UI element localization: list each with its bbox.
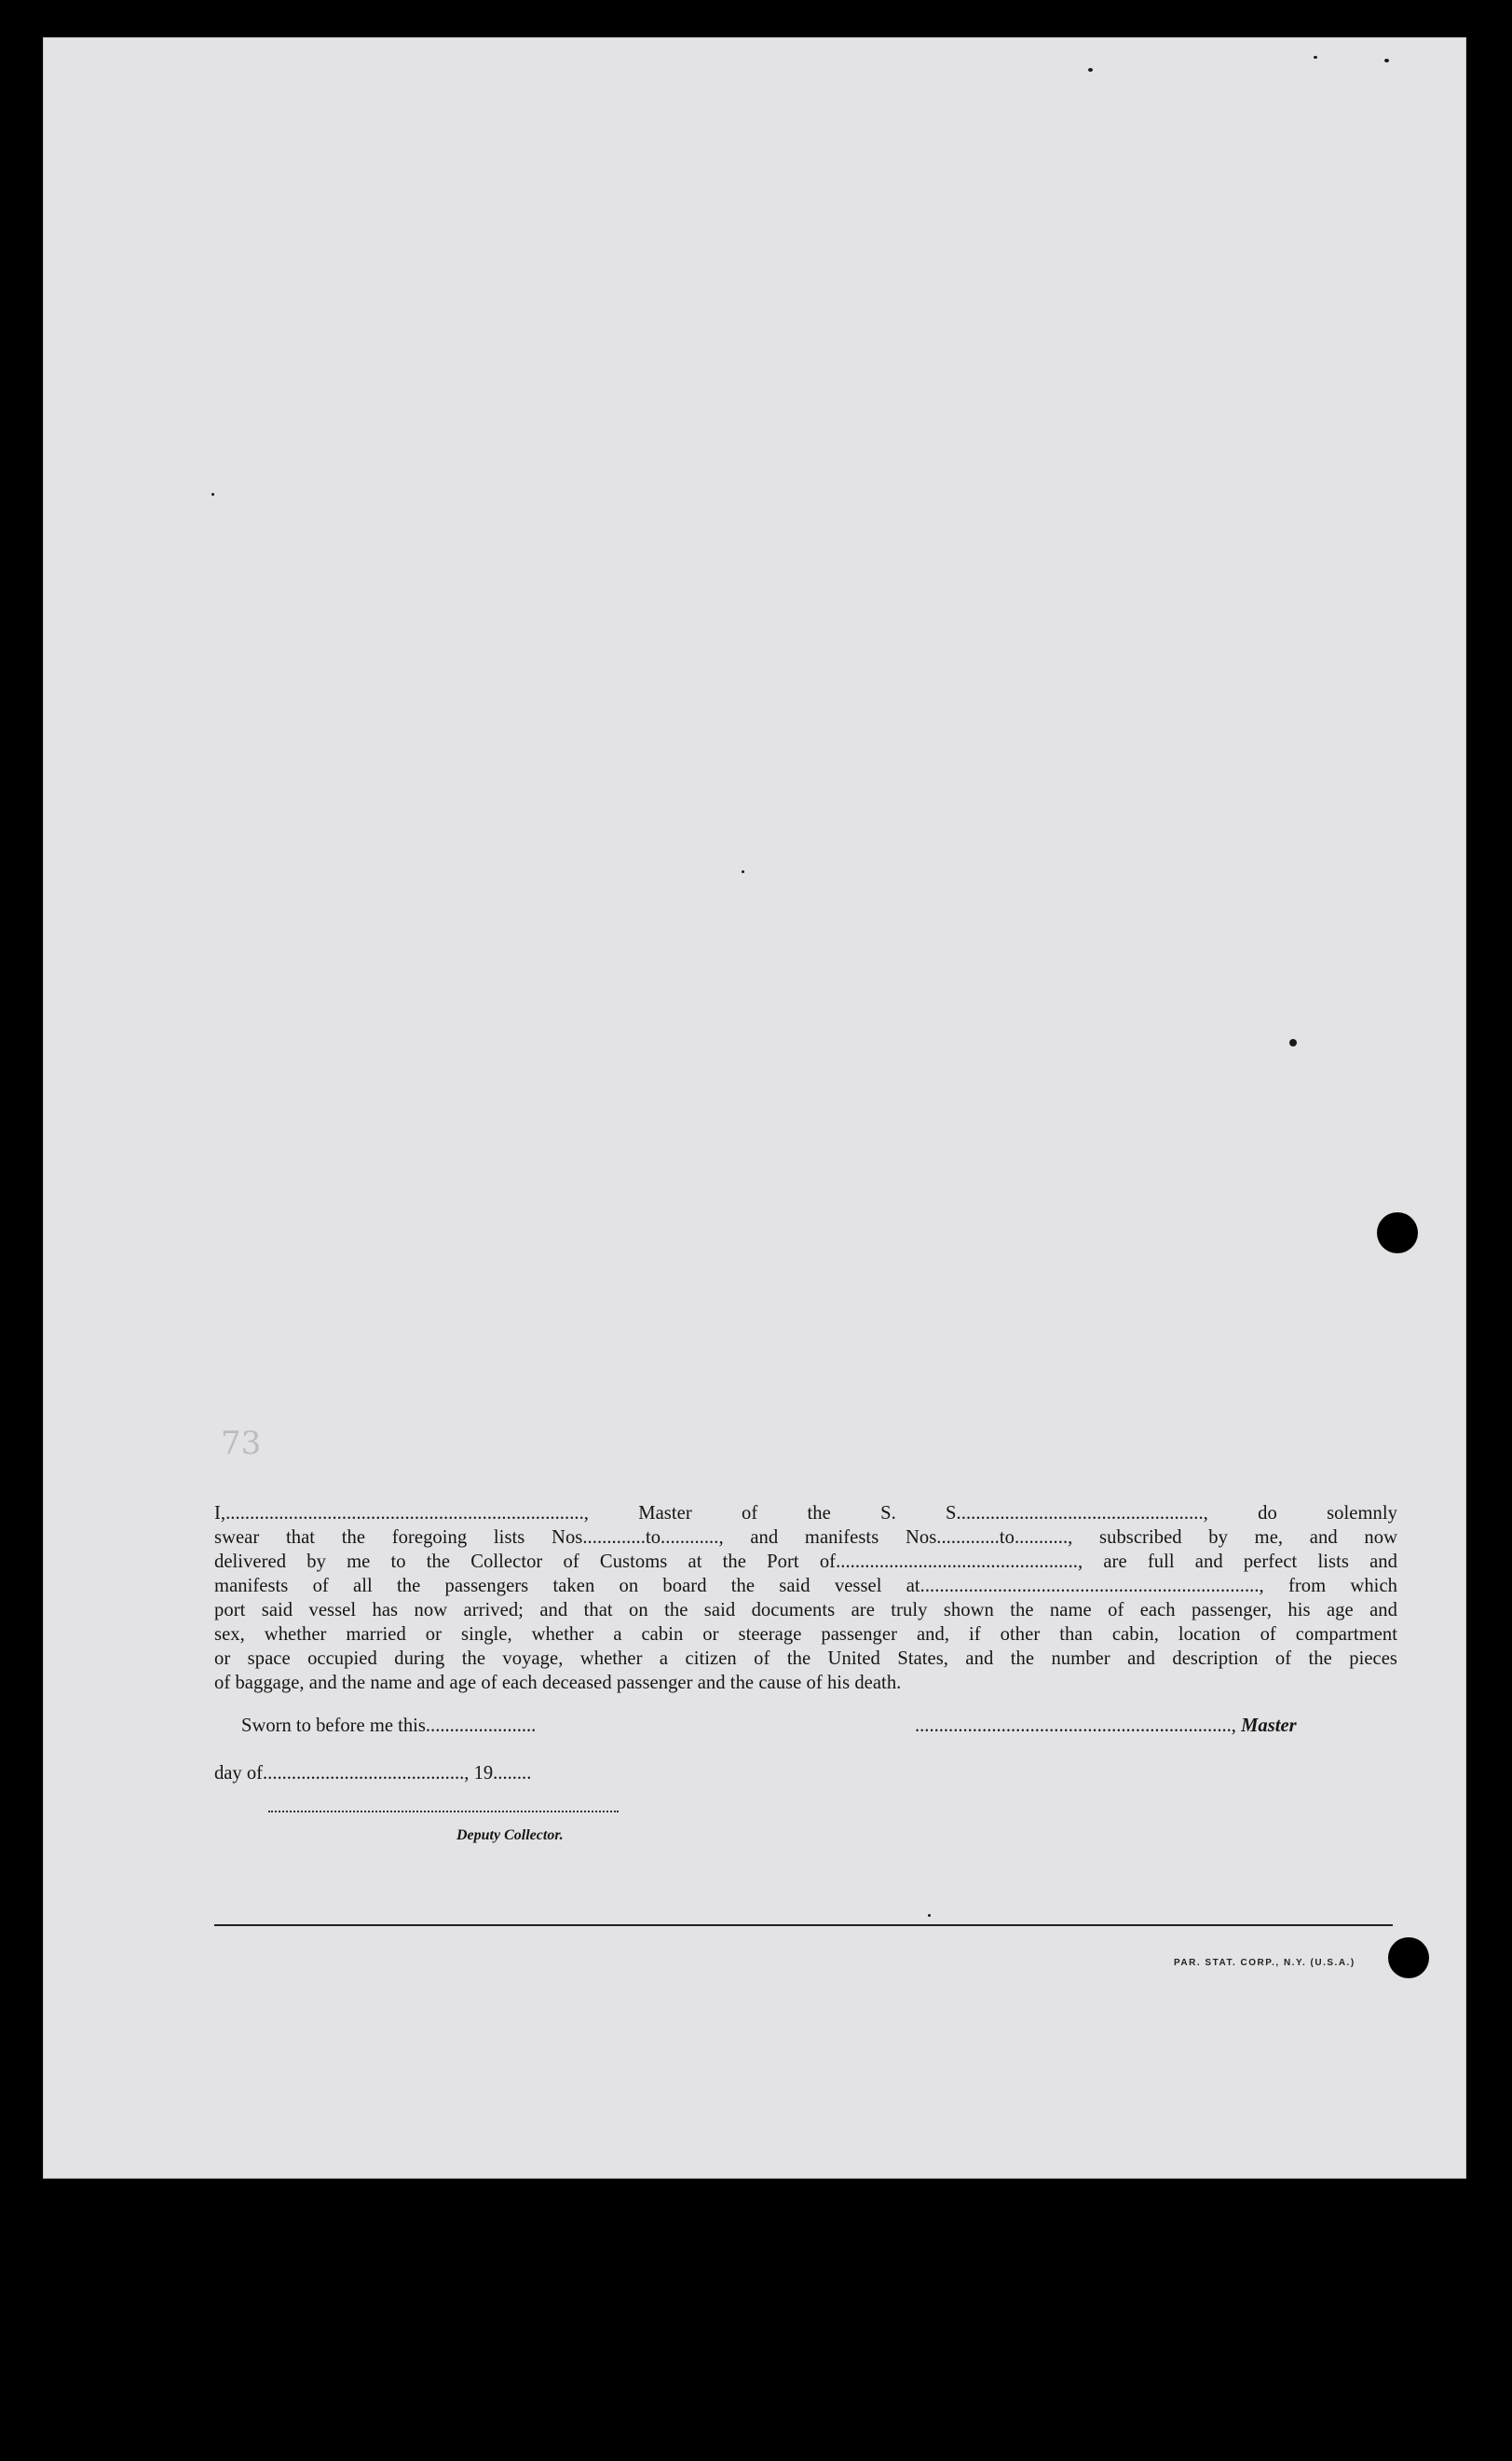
oath-line: manifests of all the passengers taken on board the said vessel at......................................................................, from which — [214, 1576, 1397, 1596]
punch-hole — [1388, 1937, 1429, 1978]
oath-line: port said vessel has now arrived; and that on the said documents are truly shown the name of each passenger, his age and — [214, 1600, 1397, 1620]
oath-line: I,.........................................................................., Master of the S. S..................................................., do solemnly — [214, 1503, 1397, 1524]
oath-line: swear that the foregoing lists Nos.............to............, and manifests Nos.............to..........., subscribed by me, and now — [214, 1527, 1397, 1548]
master-label: Master — [1241, 1716, 1297, 1736]
dust-speck — [1088, 68, 1093, 72]
master-signature-line — [915, 1716, 1297, 1737]
day-date-line: day of.........................................., 19........ — [214, 1763, 532, 1784]
dust-speck — [1314, 56, 1317, 59]
master-signature-dots: .................................................................., — [915, 1716, 1236, 1736]
punch-hole — [1377, 1212, 1418, 1253]
horizontal-rule — [214, 1924, 1393, 1926]
dust-speck — [928, 1914, 931, 1917]
dust-speck — [211, 493, 214, 496]
oath-line: of baggage, and the name and age of each deceased passenger and the cause of his death. — [214, 1673, 902, 1693]
sworn-before-line: Sworn to before me this....................... — [241, 1716, 537, 1736]
dust-speck — [1289, 1039, 1297, 1046]
dust-speck — [1384, 59, 1389, 62]
deputy-collector-label: Deputy Collector. — [456, 1827, 564, 1843]
oath-line: sex, whether married or single, whether a cabin or steerage passenger and, if other than cabin, location of compartment — [214, 1624, 1397, 1645]
oath-line: or space occupied during the voyage, whether a citizen of the United States, and the number and description of the pieces — [214, 1648, 1397, 1669]
dust-speck — [742, 870, 744, 873]
deputy-signature-line — [268, 1811, 619, 1812]
oath-paragraph — [214, 1501, 1397, 1695]
oath-line: delivered by me to the Collector of Customs at the Port of.................................................., are full and perfect lists and — [214, 1552, 1397, 1572]
faint-page-mark: 73 — [221, 1425, 262, 1462]
printer-imprint: PAR. STAT. CORP., N.Y. (U.S.A.) — [1174, 1958, 1355, 1968]
paper-sheet — [43, 37, 1466, 2179]
